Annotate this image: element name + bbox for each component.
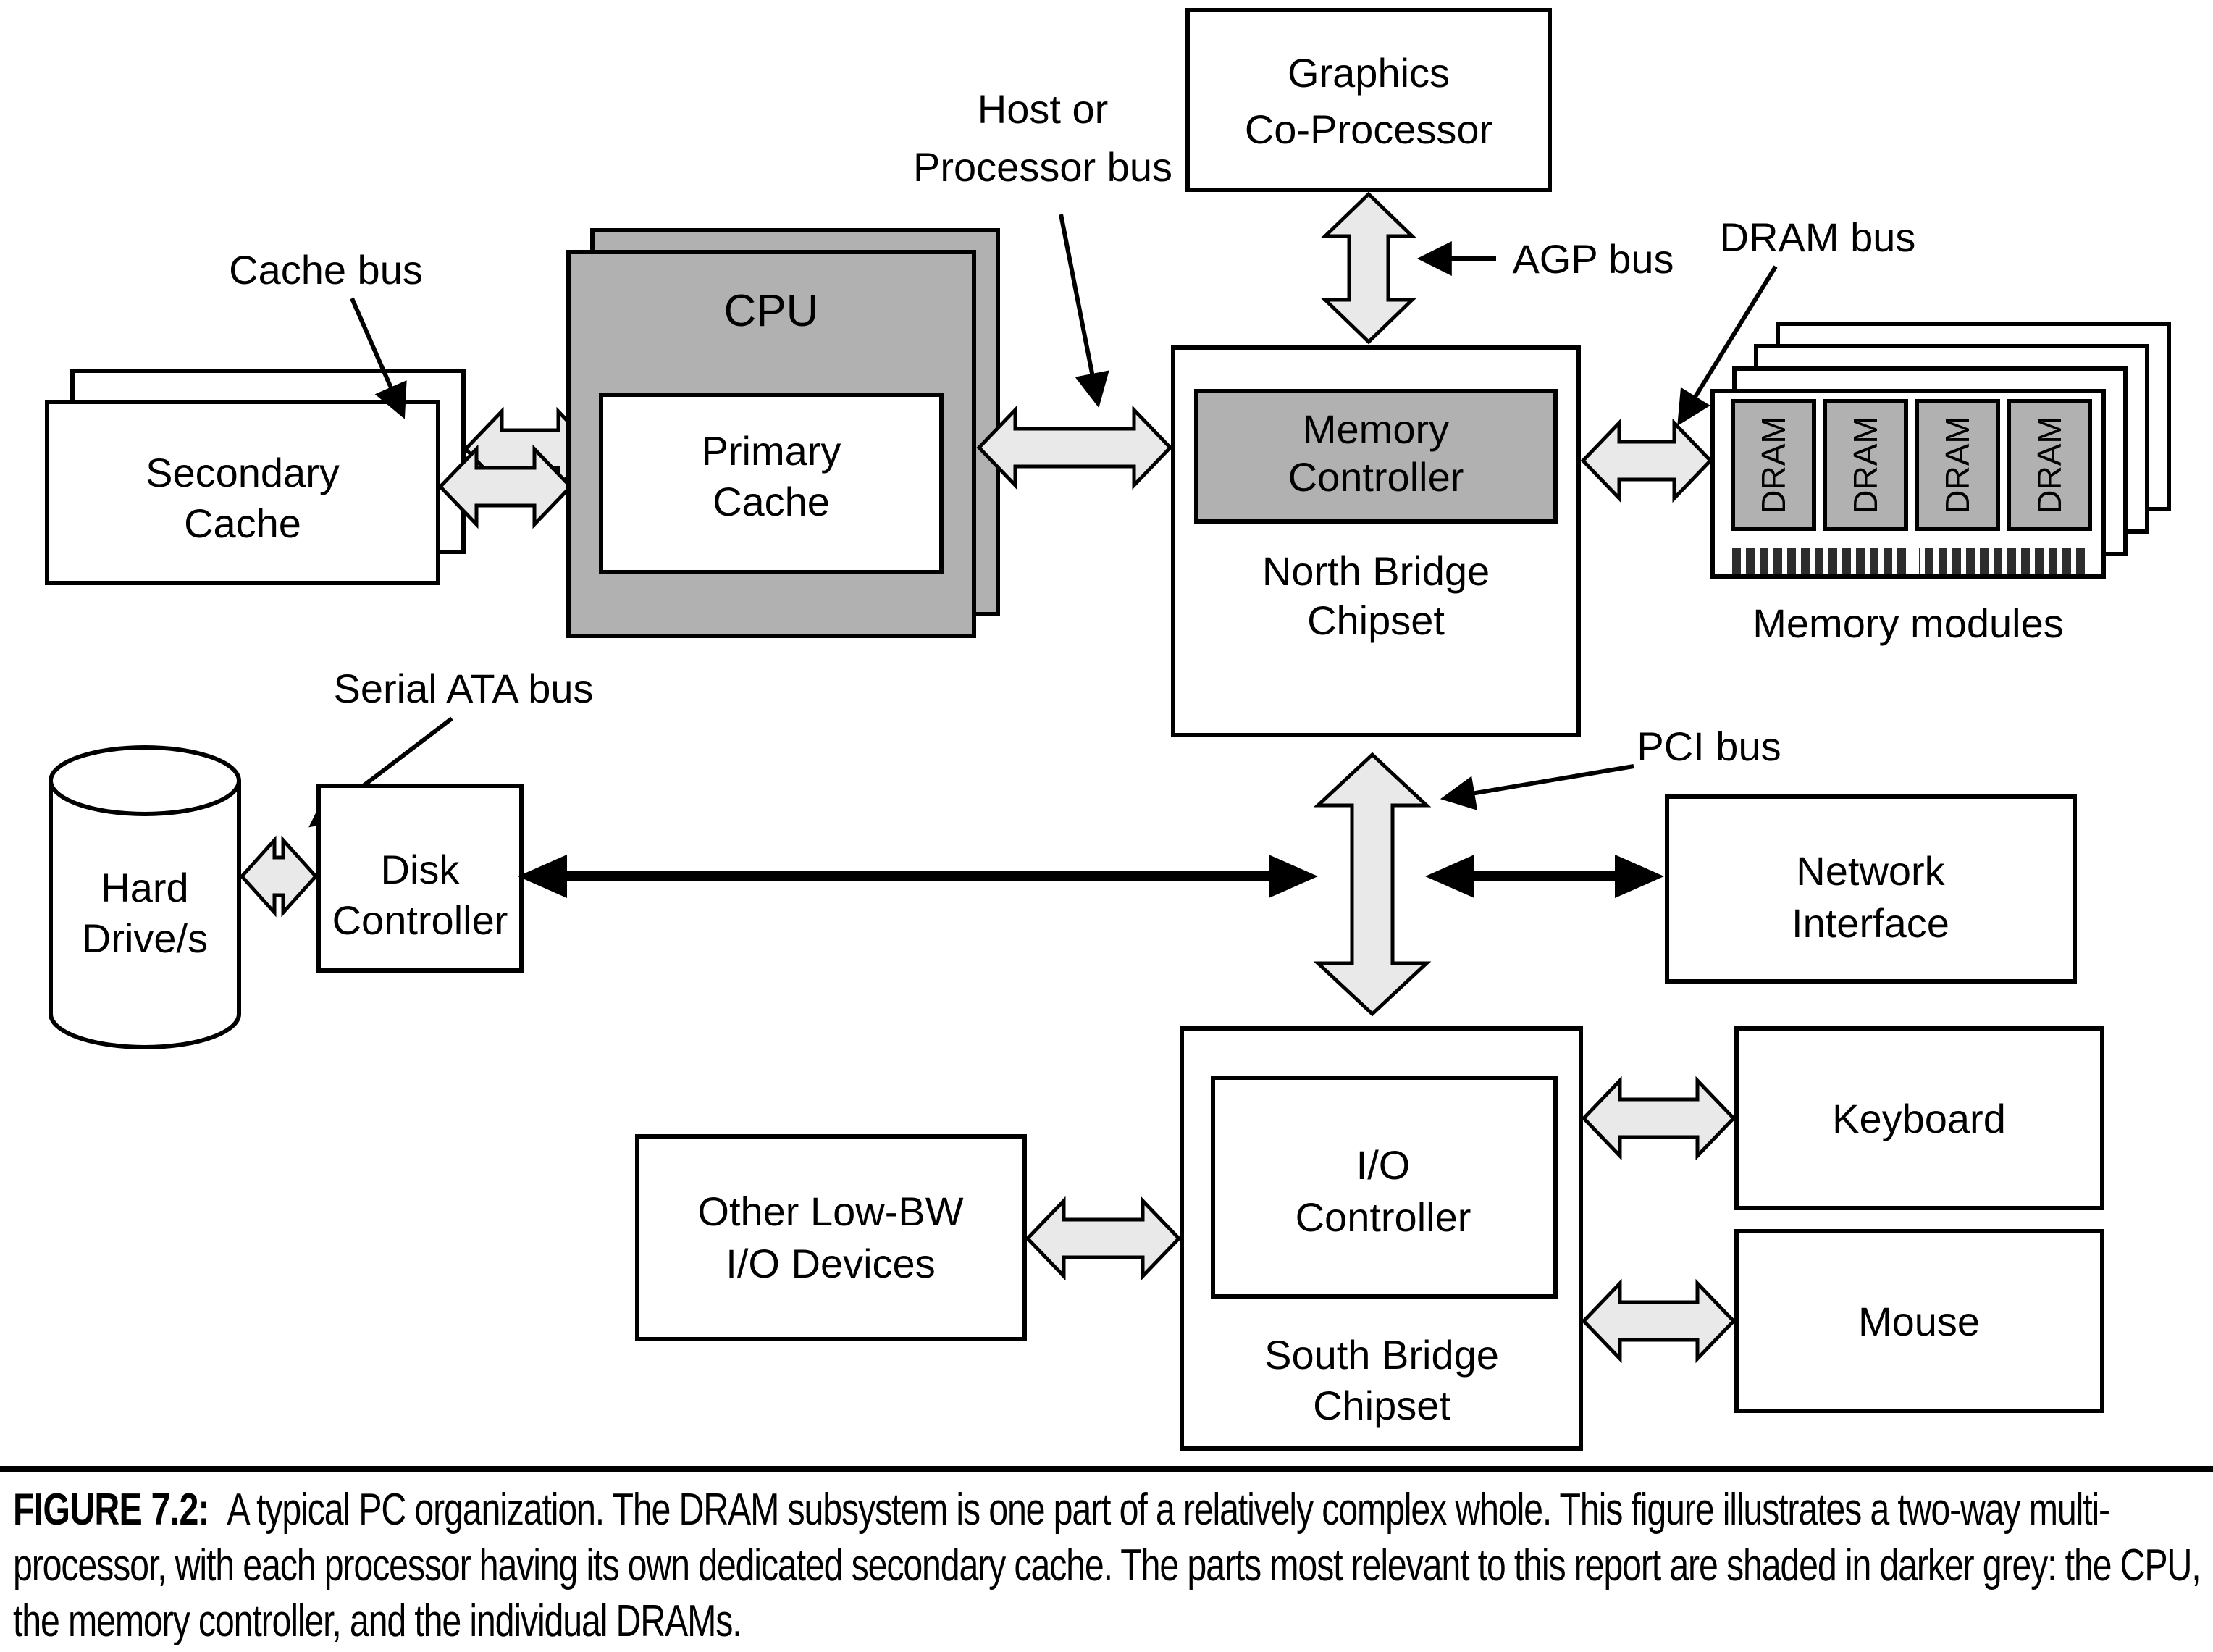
graphics-label-line2: Co-Processor [1244, 106, 1493, 152]
secondary-cache-label-line1: Secondary [146, 450, 340, 495]
memory-controller-label-line2: Controller [1288, 454, 1464, 500]
agp-bus-label: AGP bus [1512, 236, 1674, 282]
figure-caption [13, 1482, 2204, 1649]
north-bridge [1173, 348, 1579, 735]
other-io-box [637, 1136, 1025, 1339]
dram-bus-arrow [1583, 423, 1710, 498]
dimm-pins-left [1732, 548, 1906, 574]
other-io-label-line1: Other Low-BW [697, 1188, 964, 1234]
north-bridge-label-line1: North Bridge [1261, 548, 1490, 594]
pci-right-arrow [1425, 855, 1664, 898]
cpu-stack [568, 230, 998, 636]
keyboard-arrow [1584, 1081, 1734, 1156]
other-io-label-line2: I/O Devices [726, 1241, 936, 1286]
mouse-label: Mouse [1857, 1299, 1981, 1344]
secondary-cache-stack [47, 371, 463, 583]
hard-drive-label-line1: Hard [101, 865, 189, 910]
primary-cache-label-line1: Primary [701, 428, 841, 474]
south-bridge [1182, 1028, 1581, 1448]
pci-bus-callout-arrow [1445, 766, 1634, 798]
cpu-label: CPU [723, 286, 819, 336]
pci-bus-arrow [1318, 755, 1427, 1014]
primary-cache-label-line2: Cache [713, 479, 830, 524]
keyboard [1737, 1028, 2102, 1208]
pci-bus-label: PCI bus [1637, 724, 1781, 769]
host-bus-label-line1: Host or [977, 86, 1109, 132]
io-controller-label-line1: I/O [1356, 1142, 1411, 1188]
hard-drive-label-line2: Drive/s [81, 915, 209, 961]
dram-bus-label: DRAM bus [1719, 214, 1916, 260]
serial-ata-bus-label: Serial ATA bus [333, 666, 594, 711]
cache-bus-label: Cache bus [229, 247, 423, 293]
network-interface-label-line2: Interface [1792, 900, 1949, 946]
other-io-arrow [1028, 1201, 1179, 1276]
south-bridge-label-line2: Chipset [1313, 1383, 1450, 1428]
agp-bus-arrow [1325, 194, 1412, 342]
dram-chip-label: DRAM [1847, 416, 1884, 514]
south-bridge-label-line1: South Bridge [1264, 1332, 1499, 1378]
mouse-arrow [1584, 1283, 1734, 1359]
dram-chip-label: DRAM [2031, 416, 2068, 514]
pci-left-arrow [518, 855, 1318, 898]
dimm-pins-right [1919, 548, 2086, 574]
host-bus-callout-arrow [1061, 214, 1098, 403]
host-bus-arrow [979, 410, 1170, 485]
disk-controller-label-line2: Controller [332, 897, 508, 943]
serial-ata-arrow [242, 840, 316, 913]
secondary-cache-label-line2: Cache [184, 500, 301, 546]
dram-chip-label: DRAM [1755, 416, 1792, 514]
memory-controller-label-line1: Memory [1302, 406, 1450, 452]
hard-drive-cylinder-body [51, 781, 239, 1047]
figure-caption-label: FIGURE 7.2: [13, 1485, 209, 1535]
host-bus-label-line2: Processor bus [913, 144, 1172, 190]
other-io-devices [637, 1136, 1025, 1339]
disk-controller [319, 786, 521, 970]
figure-caption-text: A typical PC organization. The DRAM subsystem is one part of a relatively complex whole. This figure illustrates a two-way multi-processor, with each processor having its own dedicated secondary cache. The parts most relevant to this report are shaded in darker grey: the CPU, the memory controller, and the individual DRAMs. [13, 1485, 2201, 1646]
hard-drive [51, 747, 239, 1047]
memory-modules-label: Memory modules [1752, 600, 2064, 646]
mouse [1737, 1231, 2102, 1411]
disk-controller-label-line1: Disk [380, 847, 460, 892]
io-controller-label-line2: Controller [1295, 1194, 1471, 1240]
memory-modules [1713, 324, 2169, 646]
hard-drive-cylinder-top [51, 747, 239, 814]
network-interface-label-line1: Network [1796, 848, 1945, 894]
graphics-coprocessor-box [1188, 10, 1550, 190]
graphics-label-line1: Graphics [1287, 50, 1450, 96]
north-bridge-label-line2: Chipset [1307, 598, 1445, 643]
dram-chip-label: DRAM [1939, 416, 1976, 514]
keyboard-label: Keyboard [1832, 1096, 2006, 1141]
network-interface [1667, 797, 2075, 981]
graphics-coprocessor [1188, 10, 1550, 190]
